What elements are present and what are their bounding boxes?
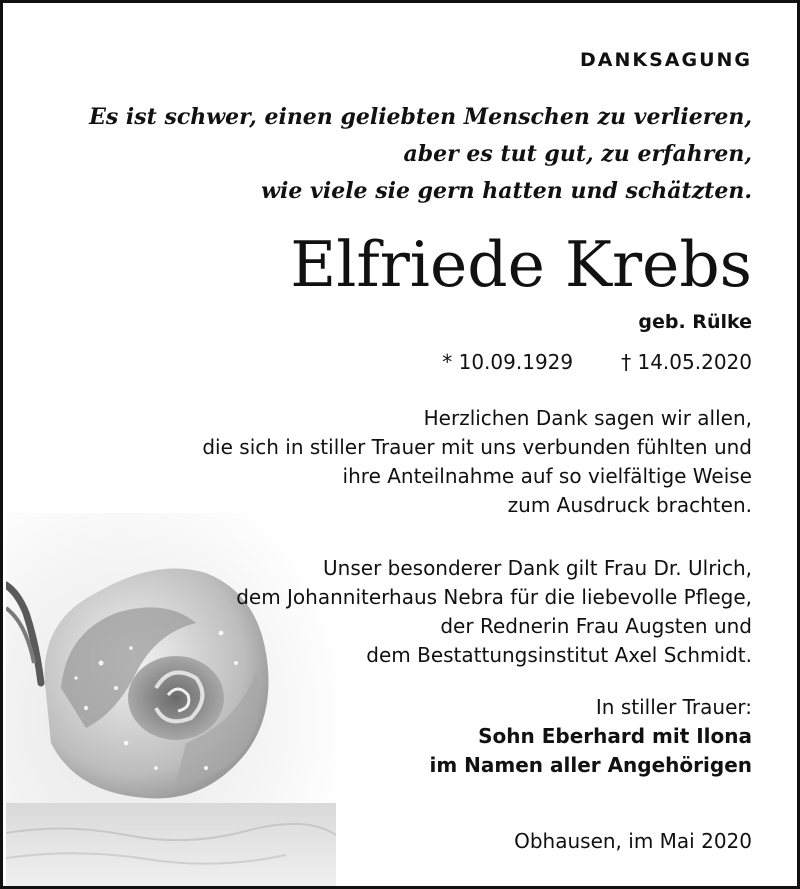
mourner-line: Sohn Eberhard mit Ilona xyxy=(478,724,752,748)
special-thanks-line: dem Johanniterhaus Nebra für die liebevolle Pflege, xyxy=(236,585,752,609)
special-thanks-line: der Rednerin Frau Augsten und xyxy=(440,614,752,638)
place-date: Obhausen, im Mai 2020 xyxy=(514,829,752,853)
deceased-name: Elfriede Krebs xyxy=(290,228,752,301)
quote xyxy=(89,99,752,210)
thanks-line: ihre Anteilnahme auf so vielfältige Weise xyxy=(342,464,752,488)
mourning-intro: In stiller Trauer: xyxy=(595,695,752,719)
life-dates xyxy=(442,350,752,374)
thanks-line: zum Ausdruck brachten. xyxy=(507,493,752,517)
thanks-paragraph xyxy=(202,404,752,520)
birth-date: * 10.09.1929 xyxy=(442,350,574,374)
special-thanks-paragraph xyxy=(236,554,752,670)
quote-line: wie viele sie gern hatten und schätzten. xyxy=(261,178,752,204)
death-date: † 14.05.2020 xyxy=(621,350,752,374)
thanks-line: Herzlichen Dank sagen wir allen, xyxy=(423,406,752,430)
mourners-block xyxy=(429,693,752,780)
thanks-line: die sich in stiller Trauer mit uns verbunden fühlten und xyxy=(202,435,752,459)
birth-name: geb. Rülke xyxy=(638,311,752,333)
quote-line: aber es tut gut, zu erfahren, xyxy=(403,141,752,167)
quote-line: Es ist schwer, einen geliebten Menschen zu verlieren, xyxy=(89,104,752,130)
special-thanks-line: Unser besonderer Dank gilt Frau Dr. Ulrich, xyxy=(323,556,752,580)
mourner-line: im Namen aller Angehörigen xyxy=(429,753,752,777)
notice-heading: DANKSAGUNG xyxy=(579,49,752,71)
special-thanks-line: dem Bestattungsinstitut Axel Schmidt. xyxy=(366,643,752,667)
